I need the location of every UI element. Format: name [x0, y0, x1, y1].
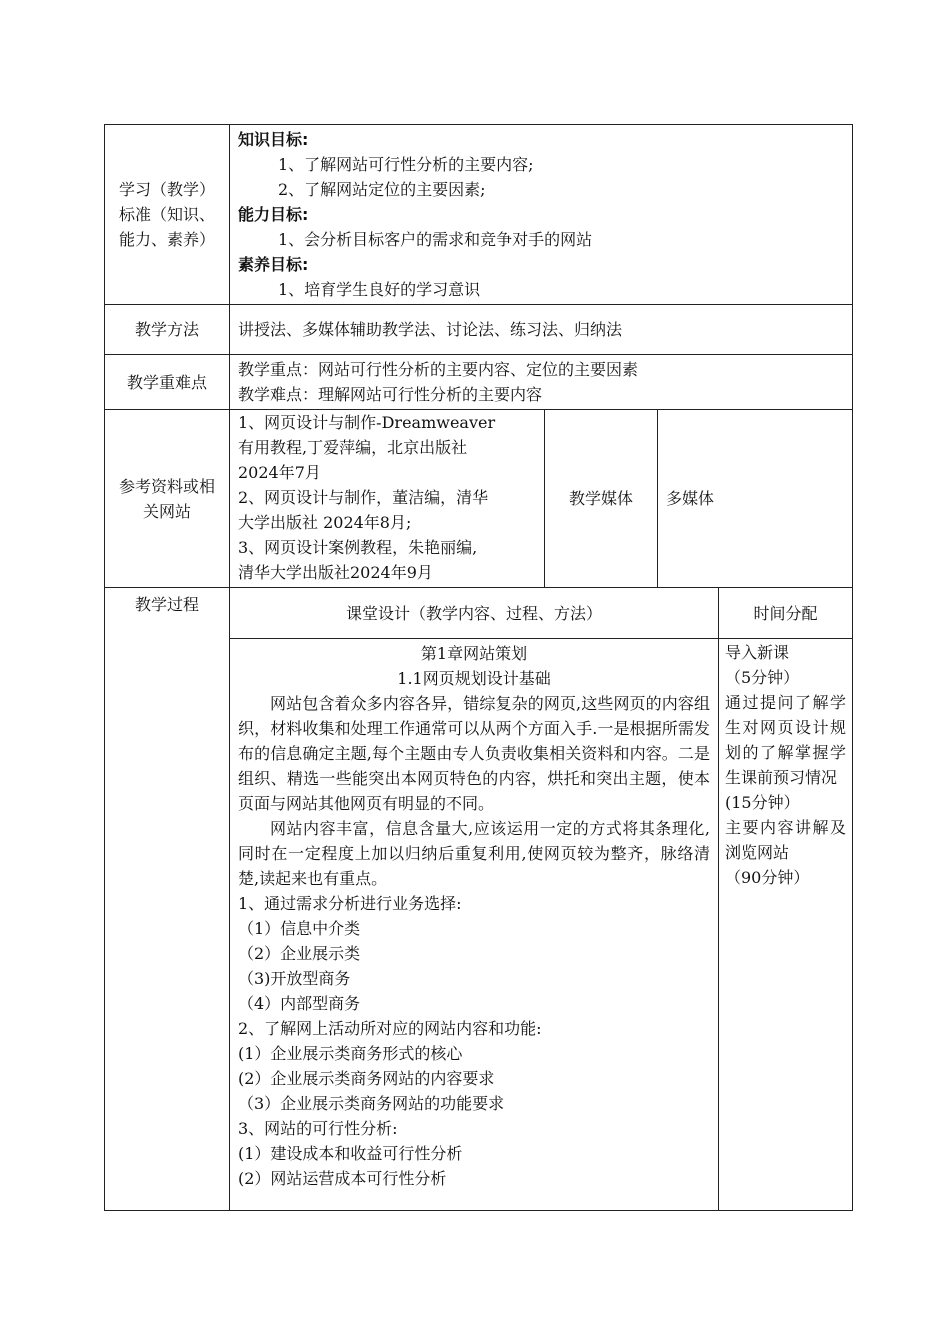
- time-line: (15分钟）: [725, 793, 800, 812]
- paragraph-2: 网站内容丰富，信息含量大,应该运用一定的方式将其条理化,同时在一定程度上加以归纳后重复利用,使网页较为整齐，脉络清楚,读起来也有重点。: [238, 819, 710, 888]
- keypoints-content: [230, 355, 853, 410]
- ability-item-1: 1、会分析目标客户的需求和竞争对手的网站: [278, 230, 593, 249]
- method-value: 讲授法、多媒体辅助教学法、讨论法、练习法、归纳法: [230, 305, 853, 355]
- reference-line: 清华大学出版社2024年9月: [238, 563, 433, 582]
- quality-title: 素养目标:: [238, 255, 309, 274]
- standard-content: [230, 125, 853, 305]
- list-item: （2）企业展示类: [238, 944, 361, 963]
- media-label: 教学媒体: [545, 410, 658, 588]
- process-header-row: [105, 588, 853, 639]
- method-row: [105, 305, 853, 355]
- references-list: [230, 410, 545, 588]
- focus-text: 教学重点：网站可行性分析的主要内容、定位的主要因素: [238, 360, 639, 379]
- keypoints-row: [105, 355, 853, 410]
- list-item: (2）网站运营成本可行性分析: [238, 1169, 447, 1188]
- time-line: 导入新课: [725, 643, 790, 662]
- ability-title: 能力目标:: [238, 205, 309, 224]
- references-label: 参考资料或相关网站: [105, 410, 230, 588]
- standard-row: [105, 125, 853, 305]
- lesson-plan-table: [104, 124, 853, 1211]
- references-row: [105, 410, 853, 588]
- design-content: [230, 639, 719, 1211]
- reference-line: 3、网页设计案例教程，朱艳丽编,: [238, 538, 478, 557]
- list-item: （3）企业展示类商务网站的功能要求: [238, 1094, 505, 1113]
- list-item: (1）企业展示类商务形式的核心: [238, 1044, 463, 1063]
- media-value: 多媒体: [658, 410, 853, 588]
- chapter-title: 第1章网站策划: [420, 644, 528, 663]
- reference-line: 2024年7月: [238, 463, 321, 482]
- knowledge-item-1: 1、了解网站可行性分析的主要内容;: [278, 155, 534, 174]
- list-item: 3、网站的可行性分析:: [238, 1119, 398, 1138]
- method-label: 教学方法: [105, 305, 230, 355]
- time-line: 通过提问了解学生对网页设计规划的了解掌握学生课前预习情况: [725, 693, 846, 787]
- process-label: 教学过程: [105, 588, 230, 1211]
- keypoints-label: 教学重难点: [105, 355, 230, 410]
- list-item: （1）信息中介类: [238, 919, 361, 938]
- list-item: （4）内部型商务: [238, 994, 361, 1013]
- time-line: （5分钟）: [725, 668, 800, 687]
- time-line: （90分钟）: [725, 868, 810, 887]
- list-item: 2、了解网上活动所对应的网站内容和功能:: [238, 1019, 542, 1038]
- reference-line: 有用教程,丁爱萍编，北京出版社: [238, 438, 468, 457]
- quality-item-1: 1、培育学生良好的学习意识: [278, 280, 481, 299]
- knowledge-item-2: 2、了解网站定位的主要因素;: [278, 180, 486, 199]
- list-item: 1、通过需求分析进行业务选择:: [238, 894, 462, 913]
- list-item: (2）企业展示类商务网站的内容要求: [238, 1069, 495, 1088]
- time-line: 主要内容讲解及浏览网站: [725, 818, 846, 862]
- list-item: （3)开放型商务: [238, 969, 351, 988]
- section-title: 1.1网页规划设计基础: [397, 669, 551, 688]
- design-header: 课堂设计（教学内容、过程、方法）: [230, 588, 719, 639]
- knowledge-title: 知识目标:: [238, 130, 309, 149]
- standard-label: 学习（教学）标准（知识、能力、素养）: [105, 125, 230, 305]
- reference-line: 大学出版社 2024年8月;: [238, 513, 412, 532]
- difficulty-text: 教学难点：理解网站可行性分析的主要内容: [238, 385, 543, 404]
- paragraph-1: 网站包含着众多内容各异，错综复杂的网页,这些网页的内容组织，材料收集和处理工作通常可以从两个方面入手.一是根据所需发布的信息确定主题,每个主题由专人负责收集相关资料和内容。二是组织、精选一些能突出本网页特色的内容，烘托和突出主题，使本页面与网站其他网页有明显的不同。: [238, 694, 710, 813]
- list-item: (1）建设成本和收益可行性分析: [238, 1144, 463, 1163]
- time-content: [719, 639, 853, 1211]
- reference-line: 2、网页设计与制作，董洁编，清华: [238, 488, 489, 507]
- time-header: 时间分配: [719, 588, 853, 639]
- reference-line: 1、网页设计与制作-Dreamweaver: [238, 413, 496, 432]
